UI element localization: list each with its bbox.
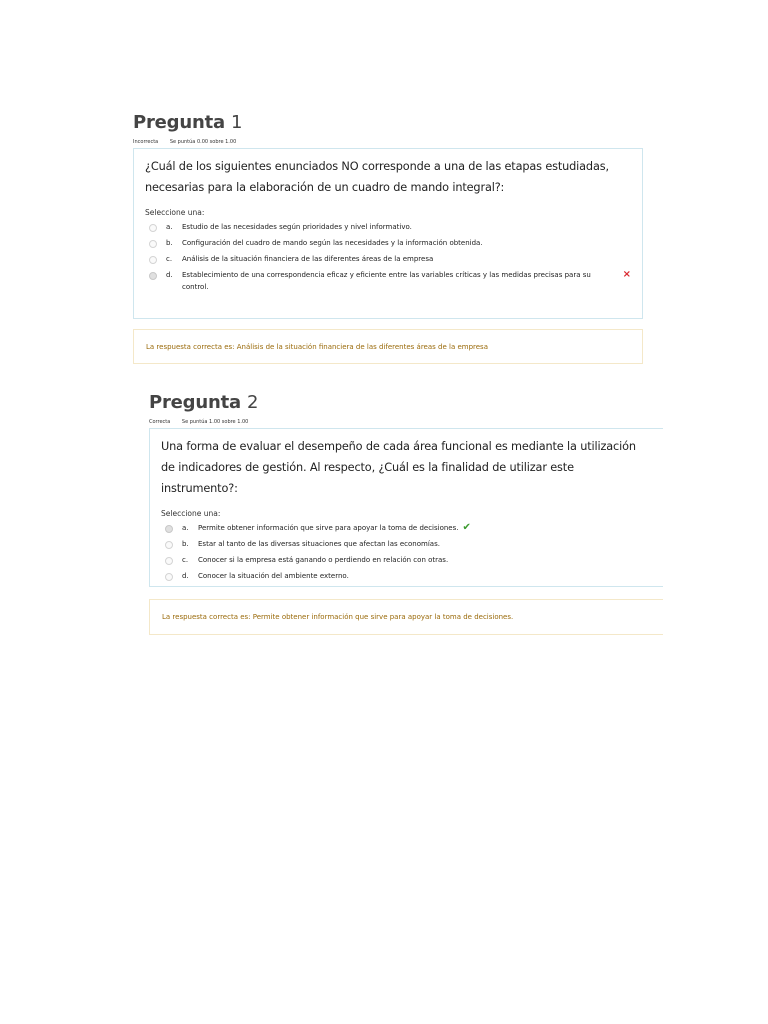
question-title: Pregunta: [133, 112, 225, 133]
answer-option-d[interactable]: [145, 269, 631, 293]
answer-letter: a.: [166, 223, 173, 231]
answer-text: Establecimiento de una correspondencia eficaz y eficiente entre las variables críticas y las medidas precisas para su control.: [182, 271, 591, 291]
answer-letter: d.: [166, 271, 173, 279]
answer-text: Análisis de la situación financiera de las diferentes áreas de la empresa: [182, 255, 434, 263]
radio-button[interactable]: [149, 256, 157, 264]
answer-letter: c.: [166, 255, 173, 263]
answer-letter: d.: [182, 572, 189, 580]
question-text: Una forma de evaluar el desempeño de cada área funcional es mediante la utilización de indicadores de gestión. Al respecto, ¿Cuál es la finalidad de utilizar este instrumento?:: [161, 440, 636, 495]
radio-button[interactable]: [149, 240, 157, 248]
check-icon: ✔: [462, 522, 471, 533]
answer-option-c[interactable]: [145, 253, 631, 265]
answer-text: Permite obtener información que sirve para apoyar la toma de decisiones.: [198, 524, 459, 532]
radio-button[interactable]: [149, 224, 157, 232]
question-heading: [133, 112, 643, 134]
question-status: Incorrecta: [133, 139, 159, 145]
answer-text: Configuración del cuadro de mando según las necesidades y la información obtenida.: [182, 239, 483, 247]
cross-icon: ×: [622, 269, 631, 280]
answer-text: Estar al tanto de las diversas situaciones que afectan las economías.: [198, 540, 440, 548]
radio-button-selected[interactable]: [149, 272, 157, 280]
answer-option-d[interactable]: [161, 570, 652, 582]
question-heading: [149, 392, 663, 414]
question-content: [149, 428, 663, 587]
answer-prompt: Seleccione una:: [145, 208, 205, 217]
answer-text: Estudio de las necesidades según prioridades y nivel informativo.: [182, 223, 412, 231]
answer-option-a[interactable]: [145, 221, 631, 233]
question-number: 1: [231, 112, 243, 133]
question-title: Pregunta: [149, 392, 241, 413]
question-number: 2: [247, 392, 259, 413]
answer-option-a[interactable]: [161, 522, 652, 534]
question-content: [133, 148, 643, 319]
question-2: [149, 392, 663, 635]
question-info: [133, 139, 643, 145]
answer-prompt: Seleccione una:: [161, 509, 221, 518]
answer-letter: c.: [182, 556, 189, 564]
answer-option-b[interactable]: [145, 237, 631, 249]
answer-option-c[interactable]: [161, 554, 652, 566]
answer-letter: b.: [182, 540, 189, 548]
correct-answer-feedback: La respuesta correcta es: Permite obtener información que sirve para apoyar la toma de decisiones.: [149, 599, 663, 635]
question-status: Correcta: [149, 419, 171, 425]
answer-text: Conocer la situación del ambiente externo.: [198, 572, 349, 580]
radio-button[interactable]: [165, 557, 173, 565]
correct-answer-feedback: La respuesta correcta es: Análisis de la situación financiera de las diferentes áreas de la empresa: [133, 329, 643, 364]
question-text: ¿Cuál de los siguientes enunciados NO corresponde a una de las etapas estudiadas, necesarias para la elaboración de un cuadro de mando integral?:: [145, 160, 609, 194]
answer-text: Conocer si la empresa está ganando o perdiendo en relación con otras.: [198, 556, 449, 564]
answer-list: [161, 522, 652, 582]
question-score: Se puntúa 1.00 sobre 1.00: [181, 419, 249, 425]
radio-button[interactable]: [165, 573, 173, 581]
radio-button-selected[interactable]: [165, 525, 173, 533]
answer-list: [145, 221, 631, 293]
question-1: [133, 112, 643, 364]
answer-letter: b.: [166, 239, 173, 247]
radio-button[interactable]: [165, 541, 173, 549]
question-score: Se puntúa 0.00 sobre 1.00: [169, 139, 237, 145]
answer-option-b[interactable]: [161, 538, 652, 550]
answer-letter: a.: [182, 524, 189, 532]
question-info: [149, 419, 663, 425]
